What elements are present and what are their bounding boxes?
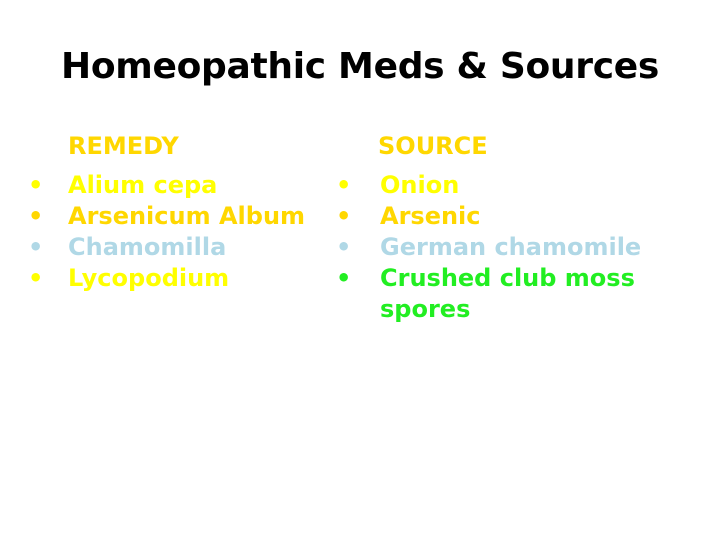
remedy-item — [22, 170, 332, 201]
remedy-item-label: Lycopodium — [68, 264, 230, 292]
source-item-label: Arsenic — [380, 202, 481, 230]
remedy-heading: REMEDY — [68, 132, 179, 160]
source-item-label: Crushed club moss spores — [380, 264, 635, 323]
source-item — [330, 232, 720, 263]
remedy-item-label: Arsenicum Album — [68, 202, 306, 230]
bullet-icon: • — [28, 171, 44, 199]
bullet-icon: • — [28, 202, 44, 230]
bullet-icon: • — [336, 233, 352, 261]
source-item — [330, 263, 720, 325]
source-item-label: Onion — [380, 171, 460, 199]
bullet-icon: • — [336, 202, 352, 230]
remedy-list — [22, 170, 332, 294]
remedy-item-label: Alium cepa — [68, 171, 218, 199]
bullet-icon: • — [336, 171, 352, 199]
source-item — [330, 170, 720, 201]
remedy-column — [22, 130, 332, 294]
slide-title: Homeopathic Meds & Sources — [61, 46, 659, 87]
source-item — [330, 201, 720, 232]
source-column — [330, 130, 720, 325]
bullet-icon: • — [28, 264, 44, 292]
remedy-item-label: Chamomilla — [68, 233, 227, 261]
remedy-item — [22, 232, 332, 263]
remedy-item — [22, 201, 332, 232]
bullet-icon: • — [28, 233, 44, 261]
source-heading: SOURCE — [378, 132, 488, 160]
source-item-label: German chamomile — [380, 233, 642, 261]
remedy-item — [22, 263, 332, 294]
bullet-icon: • — [336, 264, 352, 292]
source-list — [330, 170, 720, 325]
